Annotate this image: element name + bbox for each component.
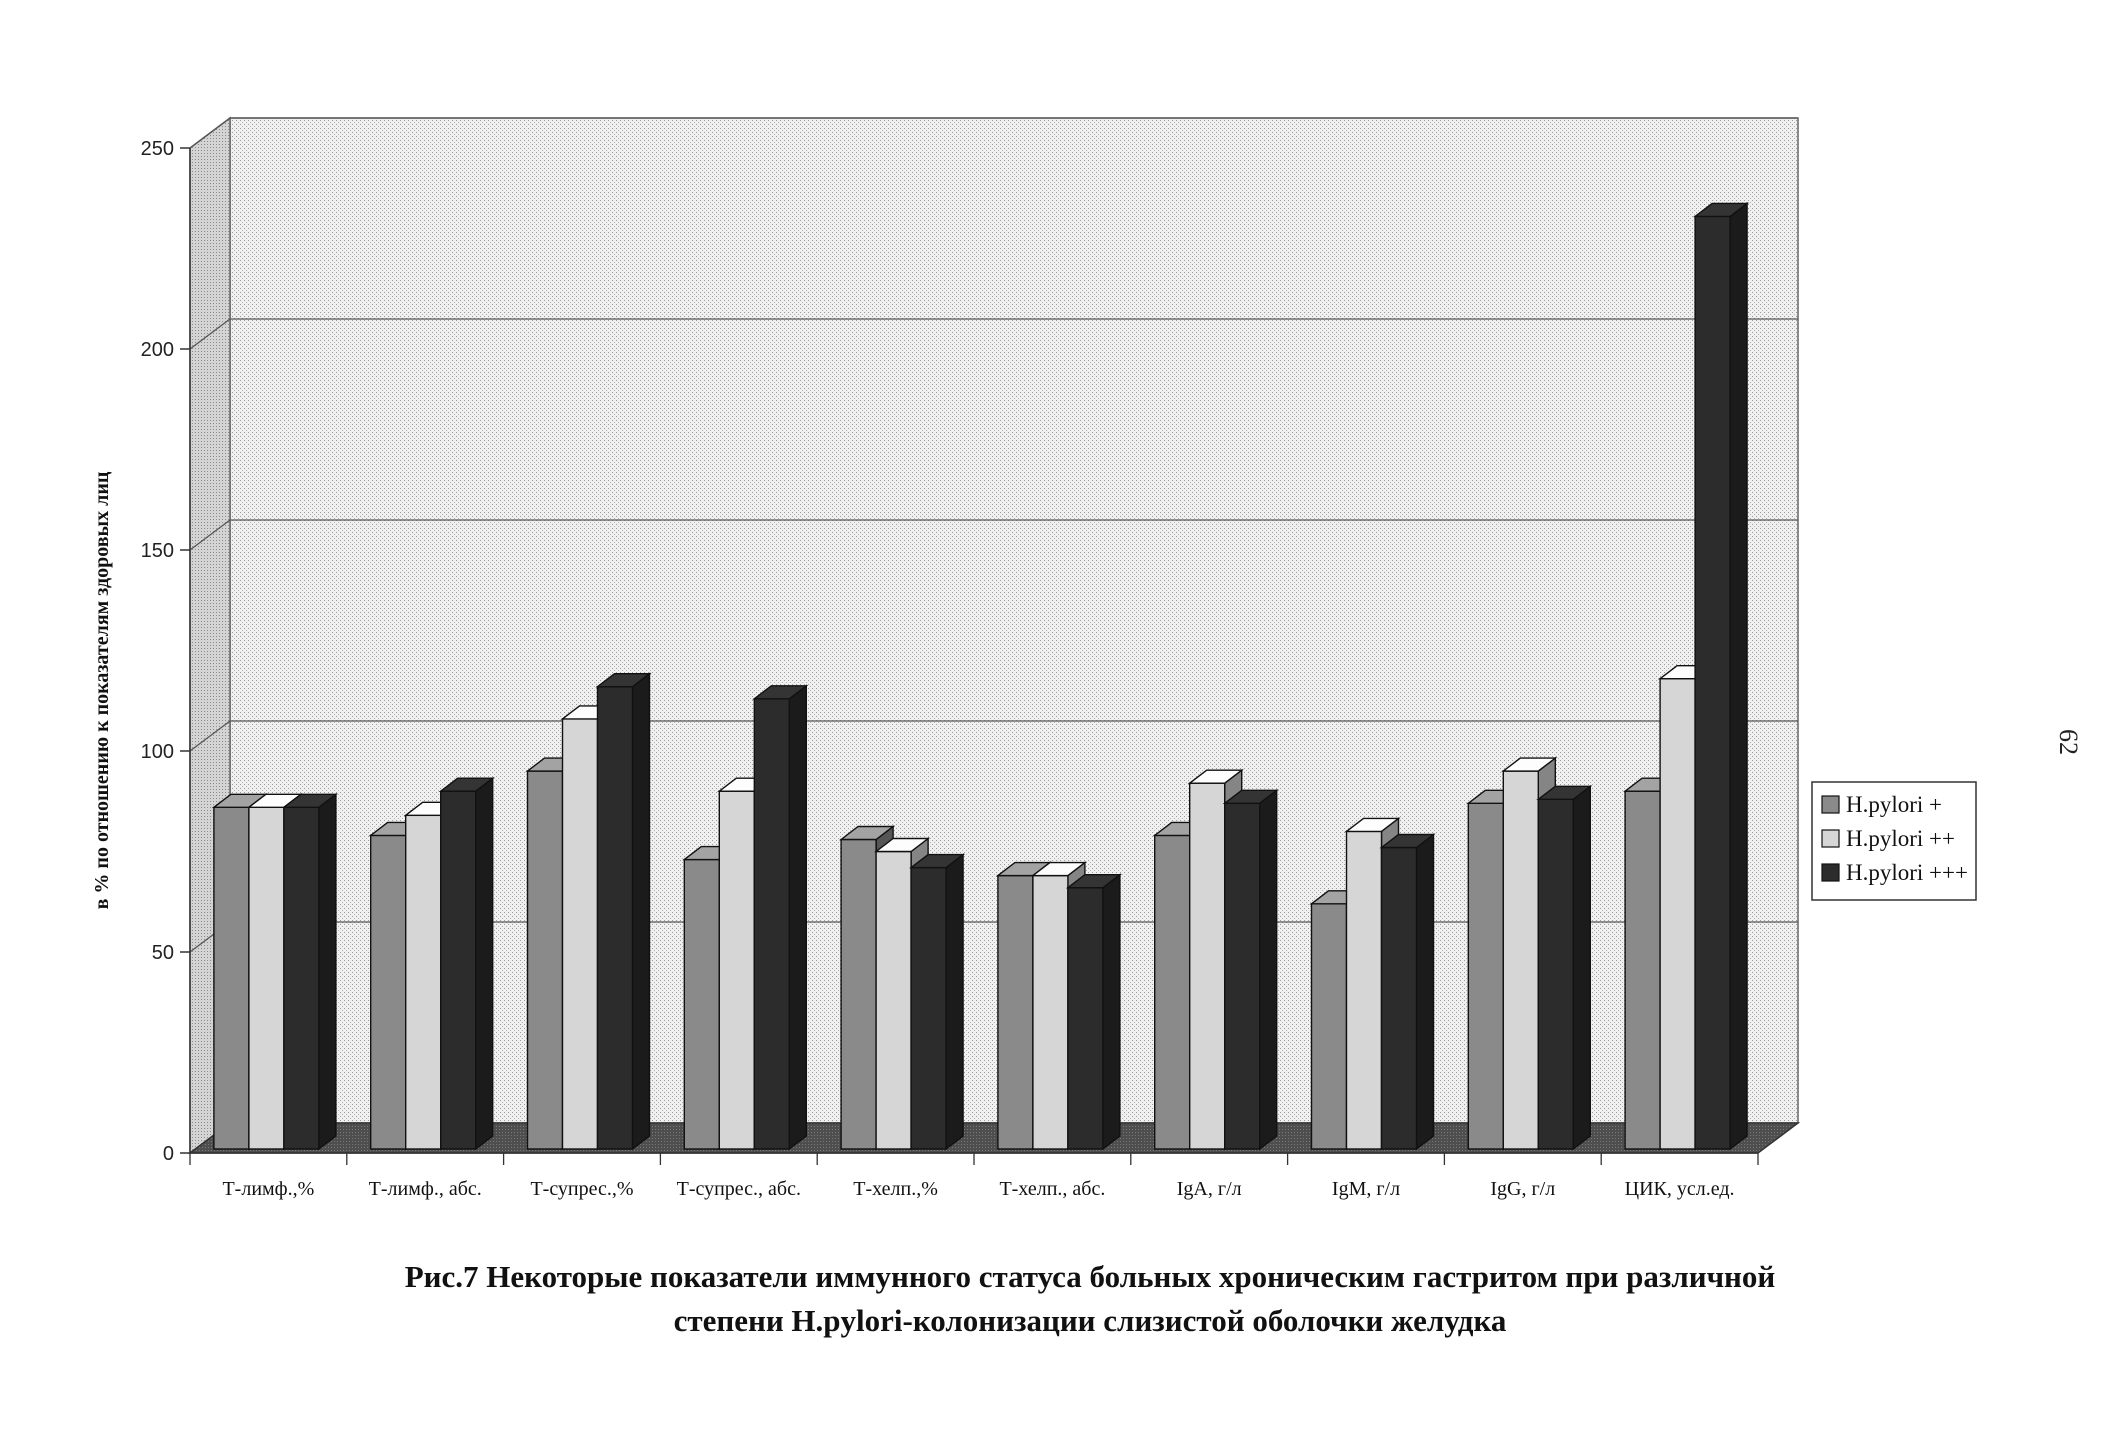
bar-front — [528, 771, 563, 1149]
legend-label: H.pylori ++ — [1846, 826, 1955, 851]
bar-front — [911, 868, 946, 1149]
bar-front — [598, 687, 633, 1149]
y-tick-label: 200 — [140, 339, 174, 361]
legend-swatch — [1822, 830, 1839, 847]
legend-swatch — [1822, 796, 1839, 813]
bar — [754, 686, 806, 1149]
y-tick-label: 150 — [140, 540, 174, 562]
x-tick-label: IgA, г/л — [1176, 1178, 1242, 1200]
x-tick-label: IgM, г/л — [1331, 1178, 1401, 1200]
bar-side — [1103, 875, 1120, 1149]
legend-swatch — [1822, 864, 1839, 881]
bar — [1225, 790, 1277, 1149]
bar-side — [1417, 835, 1434, 1150]
bar-front — [563, 719, 598, 1149]
bar — [1695, 203, 1747, 1149]
bar-front — [841, 839, 876, 1149]
figure-caption — [200, 1255, 1980, 1343]
bar-front — [1660, 679, 1695, 1149]
bar-side — [1573, 786, 1590, 1149]
bar-front — [1312, 904, 1347, 1149]
caption-line-2: степени H.pylori-колонизации слизистой оболочки желудка — [673, 1303, 1507, 1338]
y-tick-label: 250 — [140, 138, 174, 160]
bar-front — [1503, 771, 1538, 1149]
bar-side — [789, 686, 806, 1149]
x-tick-label: Т-хелп.,% — [853, 1178, 938, 1200]
y-tick-label: 50 — [151, 942, 174, 964]
bar-side — [1260, 790, 1277, 1149]
bar-front — [1225, 803, 1260, 1149]
bar-front — [1468, 803, 1503, 1149]
bar — [1382, 835, 1434, 1150]
bar-front — [406, 815, 441, 1149]
bar-side — [1730, 203, 1747, 1149]
bar-front — [214, 807, 249, 1149]
bar-front — [1625, 791, 1660, 1149]
x-tick-label: Т-хелп., абс. — [999, 1178, 1106, 1200]
bar-front — [719, 791, 754, 1149]
y-axis-label: в % по отношению к показателям здоровых лиц — [91, 471, 113, 910]
bar-front — [1347, 831, 1382, 1149]
bar-side — [633, 674, 650, 1149]
bar-front — [684, 860, 719, 1149]
bar-front — [1033, 876, 1068, 1149]
bar-front — [441, 791, 476, 1149]
bar — [598, 674, 650, 1149]
legend — [1812, 782, 1976, 900]
bar — [911, 855, 963, 1149]
bar-side — [319, 794, 336, 1149]
bar-front — [998, 876, 1033, 1149]
bar — [441, 778, 493, 1149]
x-tick-label: Т-лимф., абс. — [368, 1178, 482, 1200]
bar — [1538, 786, 1590, 1149]
x-tick-label: Т-супрес.,% — [530, 1178, 634, 1200]
bar-front — [876, 852, 911, 1149]
bar-front — [1538, 799, 1573, 1149]
bar-front — [1068, 888, 1103, 1149]
legend-label: H.pylori +++ — [1846, 860, 1968, 885]
bar-front — [1382, 848, 1417, 1150]
bar — [1068, 875, 1120, 1149]
x-tick-label: ЦИК, усл.ед. — [1624, 1178, 1735, 1200]
caption-line-1: Рис.7 Некоторые показатели иммунного статуса больных хроническим гастритом при различной — [404, 1259, 1776, 1294]
legend-label: H.pylori + — [1846, 792, 1943, 817]
bar-front — [371, 835, 406, 1149]
bar-front — [1695, 216, 1730, 1149]
x-tick-label: Т-лимф.,% — [222, 1178, 315, 1200]
bar-front — [249, 807, 284, 1149]
bar-side — [476, 778, 493, 1149]
bar-front — [1190, 783, 1225, 1149]
x-tick-label: Т-супрес., абс. — [676, 1178, 801, 1200]
bar-front — [754, 699, 789, 1149]
bar-side — [946, 855, 963, 1149]
bar-front — [1155, 835, 1190, 1149]
y-tick-label: 100 — [140, 741, 174, 763]
y-tick-label: 0 — [162, 1143, 174, 1165]
page-number: 62 — [2054, 729, 2083, 755]
bar-front — [284, 807, 319, 1149]
x-tick-label: IgG, г/л — [1490, 1178, 1556, 1200]
bar — [284, 794, 336, 1149]
